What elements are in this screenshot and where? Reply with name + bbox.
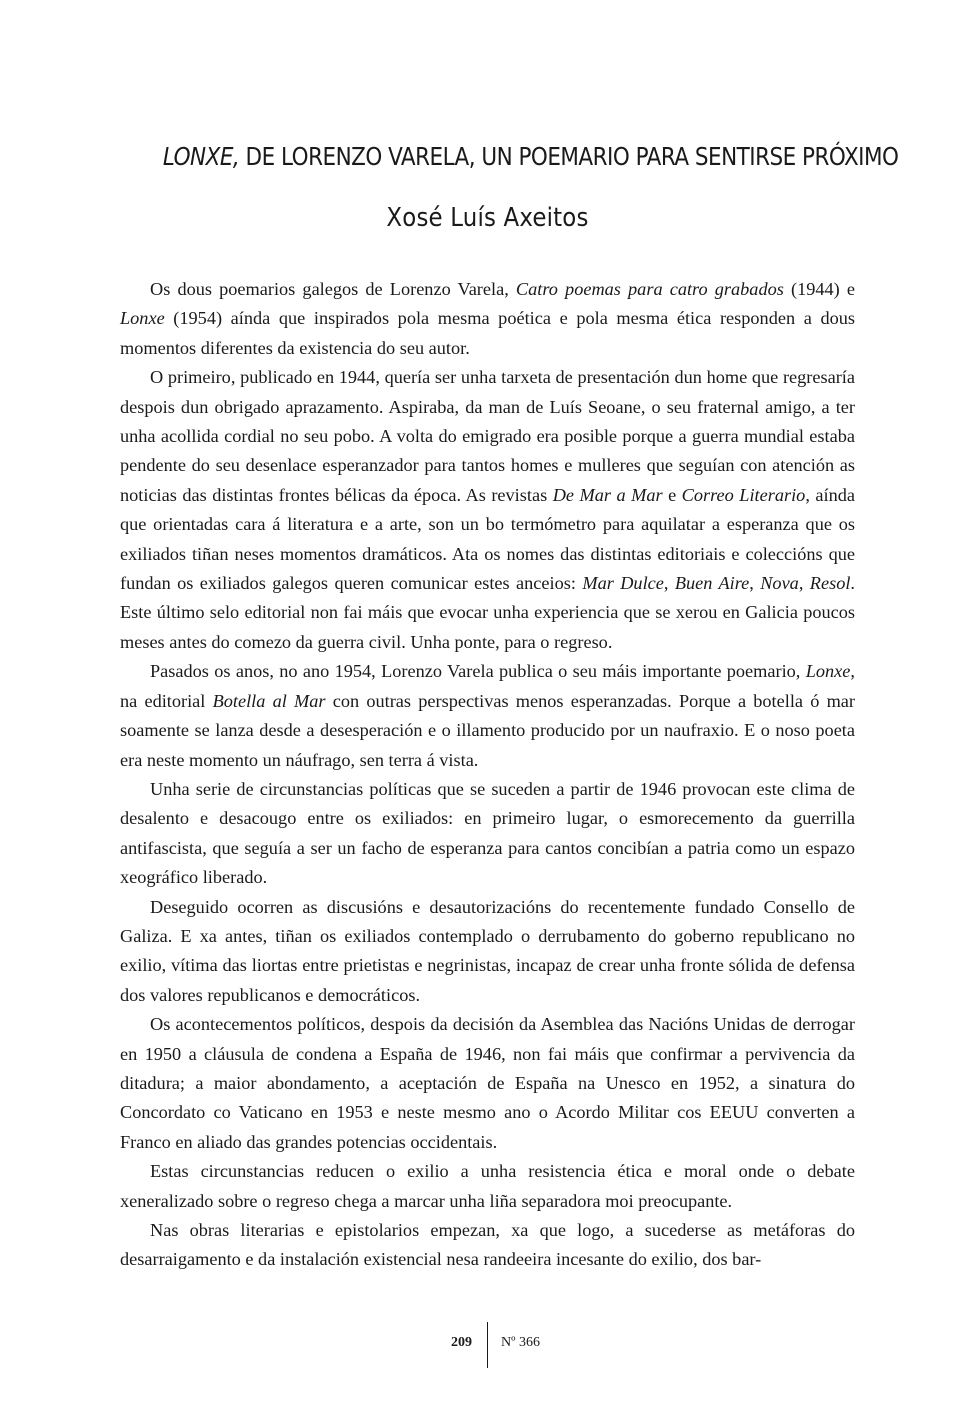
paragraph: Estas circunstancias reducen o exilio a unha resistencia ética e moral onde o debate xeneralizado sobre o regreso chega a marcar unha liña separadora moi preocupante. [120,1161,855,1211]
footer-divider [487,1322,488,1368]
paragraph: Os dous poemarios galegos de Lorenzo Varela, Catro poemas para catro grabados (1944) e Lonxe (1954) aínda que inspirados pola mesma poética e pola mesma ética responden a dous momentos diferentes da existencia do seu autor. [120,279,855,358]
title-italic-part: LONXE, [162,142,240,171]
paragraph: Nas obras literarias e epistolarios empezan, xa que logo, a sucederse as metáforas do desarraigamento e da instalación existencial nesa randeeira incesante do exilio, dos bar- [120,1220,855,1270]
article-author: Xosé Luís Axeitos [386,203,589,233]
article-title [162,142,899,171]
page-footer [0,1322,975,1370]
title-rest: DE LORENZO VARELA, UN POEMARIO PARA SENTIRSE PRÓXIMO [239,142,899,171]
paragraph: Deseguido ocorren as discusións e desautorizacións do recentemente fundado Consello de Galiza. E xa antes, tiñan os exiliados contemplado o derrubamento do goberno republicano no exilio, vítima das liortas entre prietistas e negrinistas, incapaz de crear unha fronte sólida de defensa dos valores republicanos e democráticos. [120,896,855,1005]
paragraph: O primeiro, publicado en 1944, quería ser unha tarxeta de presentación dun home que regresaría despois dun obrigado aprazamento. Aspiraba, da man de Luís Seoane, o seu fraternal amigo, a ter unha acollida cordial no seu pobo. A volta do emigrado era posible porque a guerra mundial estaba pendente do seu desenlace esperanzador para tantos homes e mulleres que seguían con atención as noticias das distintas frontes bélicas da época. As revistas De Mar a Mar e Correo Literario, aínda que orientadas cara á literatura e a arte, son un bo termómetro para aquilatar a esperanza que os exiliados tiñan neses momentos dramáticos. Ata os nomes das distintas editoriais e coleccións que fundan os exiliados galegos queren comunicar estes anceios: Mar Dulce, Buen Aire, Nova, Resol. Este último selo editorial non fai máis que evocar unha experiencia que se xerou en Galicia poucos meses antes do comezo da guerra civil. Unha ponte, para o regreso. [120,367,855,652]
paragraph: Pasados os anos, no ano 1954, Lorenzo Varela publica o seu máis importante poemario, Lonxe, na editorial Botella al Mar con outras perspectivas menos esperanzadas. Porque a botella ó mar soamente se lanza desde a desesperación e o illamento producido por un naufraxio. E o noso poeta era neste momento un náufrago, sen terra á vista. [120,661,855,770]
paragraph: Os acontecementos políticos, despois da decisión da Asemblea das Nacións Unidas de derrogar en 1950 a cláusula de condena a España de 1946, non fai máis que confirmar a pervivencia da ditadura; a maior abondamento, a aceptación de España na Unesco en 1952, a sinatura do Concordato co Vaticano en 1953 e neste mesmo ano o Acordo Militar cos EEUU converten a Franco en aliado das grandes potencias occidentais. [120,1014,855,1152]
issue-number: Nº 366 [501,1335,540,1350]
paragraph: Unha serie de circunstancias políticas que se suceden a partir de 1946 provocan este clima de desalento e desacougo entre os exiliados: en primeiro lugar, o esmorecemento da guerrilla antifascista, que seguía a ser un facho de esperanza para cantos concibían a patria como un espazo xeográfico liberado. [120,778,855,888]
article-body [120,275,855,1275]
page-number: 209 [451,1335,472,1350]
